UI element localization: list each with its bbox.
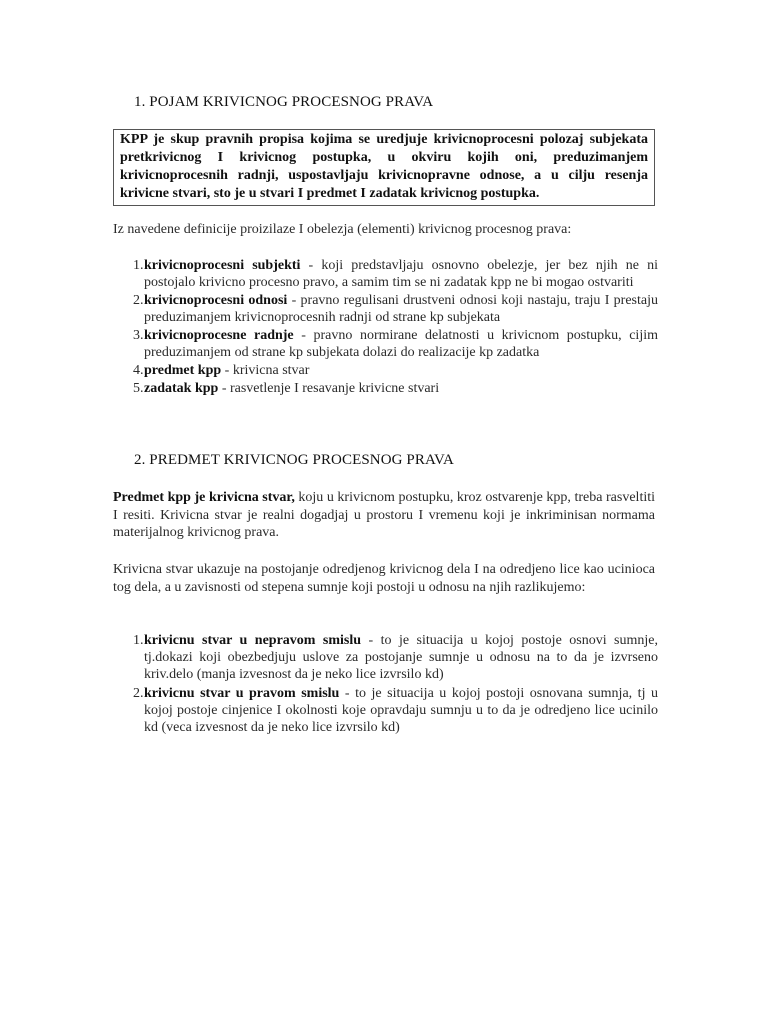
krivicna-stvar-paragraph: Krivicna stvar ukazuje na postojanje odredjenog krivicnog dela I na odredjeno lice kao ucinioca tog dela, a u zavisnosti od stepena sumnje koji postoji u odnosu na njih razlikujemo: xyxy=(113,562,655,595)
list-item-description: - to je situacija u kojoj postoji osnovana sumnja, tj u kojoj postoje cinjenice I okolnosti koje opravdaju sumnju u to da je odredjeno lice ucinilo kd (veca izvesnost da je neko lice izvrsilo kd) xyxy=(144,686,658,735)
list-item-number: 1. xyxy=(133,258,144,273)
list-item-description: - pravno normirane delatnosti u krivicnom postupku, cijim preduzimanjem od strane kp subjekata dolazi do realizacije kp zadatka xyxy=(144,328,658,360)
list-item-description: - to je situacija u kojoj postoje osnovi sumnje, tj.dokazi koji obezbedjuju uslove za postojanje sumnje u odnosu na to da je izvrseno kriv.delo (manja izvesnost da je neko lice izvrsilo kd) xyxy=(144,633,658,682)
list-item xyxy=(113,257,658,291)
list-item-term: krivicnu stvar u pravom smislu xyxy=(144,686,340,701)
list-item-number: 4. xyxy=(133,363,144,378)
list-item xyxy=(113,380,658,397)
list-item xyxy=(113,685,658,736)
list-item-number: 2. xyxy=(133,293,144,308)
list-item-term: krivicnu stvar u nepravom smislu xyxy=(144,633,362,648)
intro-paragraph: Iz navedene definicije proizilaze I obelezja (elementi) krivicnog procesnog prava: xyxy=(113,222,572,237)
list-item-number: 2. xyxy=(133,686,144,701)
list-item-term: predmet kpp xyxy=(144,363,222,378)
list-item-description: - rasvetlenje I resavanje krivicne stvari xyxy=(218,381,440,396)
list-item-number: 1. xyxy=(133,633,144,648)
list-item-description: - koji predstavljaju osnovno obelezje, jer bez njih ne ni postojalo krivicno procesno pravo, a samim tim se ni zadatak kpp ne bi mogao ostvariti xyxy=(144,258,658,290)
list-item-term: zadatak kpp xyxy=(144,381,219,396)
list-item-term: krivicnoprocesni subjekti xyxy=(144,258,301,273)
list-item-term: krivicnoprocesne radnje xyxy=(144,328,294,343)
list-item-term: krivicnoprocesni odnosi xyxy=(144,293,288,308)
list-item-description: - pravno regulisani drustveni odnosi koji nastaju, traju I prestaju preduzimanjem krivicnoprocesnih radnji od strane kp subjekata xyxy=(144,293,658,325)
list-item-number: 5. xyxy=(133,381,144,396)
section-2-heading: 2. PREDMET KRIVICNOG PROCESNOG PRAVA xyxy=(134,452,454,468)
elements-list xyxy=(113,257,658,398)
definition-box: KPP je skup pravnih propisa kojima se uredjuje krivicnoprocesni polozaj subjekata pretkrivicnog I krivicnog postupka, u okviru kojih oni, preduzimanjem krivicnoprocesnih radnji, uspostavljaju krivicnopravne odnose, a u cilju resenja krivicne stvari, sto je u stvari I predmet I zadatak krivicnog postupka. xyxy=(113,129,655,206)
list-item xyxy=(113,292,658,326)
predmet-lead: Predmet kpp je krivicna stvar, xyxy=(113,490,295,505)
list-item xyxy=(113,327,658,361)
section-1-heading: 1. POJAM KRIVICNOG PROCESNOG PRAVA xyxy=(134,94,434,110)
list-item xyxy=(113,632,658,683)
list-item-number: 3. xyxy=(133,328,144,343)
krivicna-stvar-list xyxy=(113,632,658,738)
list-item xyxy=(113,362,658,379)
predmet-text: koju u krivicnom postupku, kroz ostvarenje kpp, treba rasveltiti I resiti. Krivicna stvar je realni dogadjaj u prostoru I vremenu koji je inkriminisan normama materijalnog krivicnog prava. xyxy=(113,490,655,540)
predmet-paragraph xyxy=(113,489,655,542)
list-item-description: - krivicna stvar xyxy=(221,363,310,378)
